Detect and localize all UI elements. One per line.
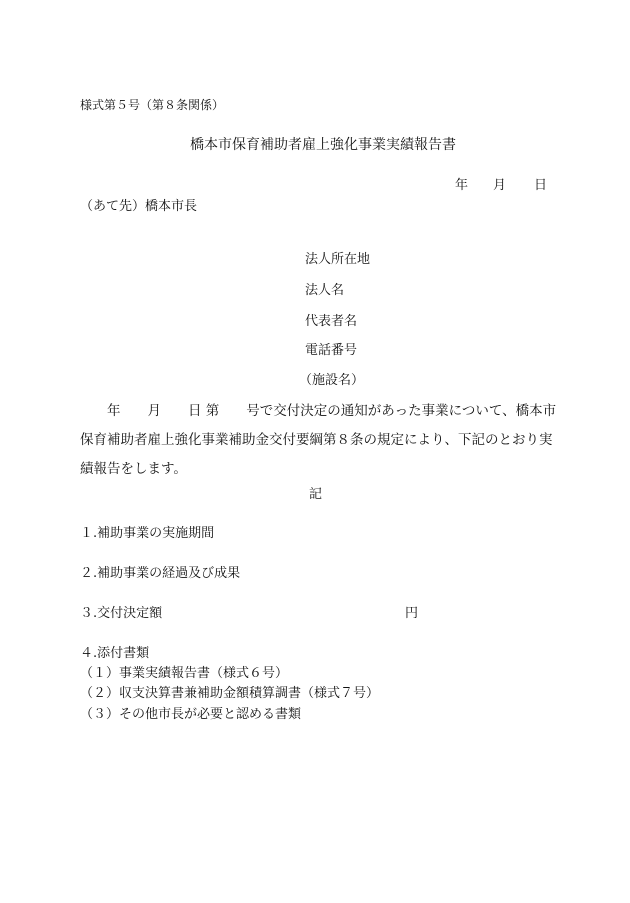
addressee: （あて先）橋本市長: [80, 199, 198, 214]
date-month-label: 月: [493, 178, 507, 193]
item-implementation-period: １.補助事業の実施期間: [80, 526, 215, 541]
body-paragraph-line-1: 年 月 日 第 号で交付決定の通知があった事業について、橋本市: [80, 403, 557, 419]
attachment-item: （１）事業実績報告書（様式６号）: [80, 666, 289, 681]
body-paragraph-line-2: 保育補助者雇上強化事業補助金交付要綱第８条の規定により、下記のとおり実: [80, 432, 553, 448]
ki-heading: 記: [309, 487, 323, 502]
document-title: 橋本市保育補助者雇上強化事業実績報告書: [190, 137, 456, 153]
attachment-item: （３）その他市長が必要と認める書類: [80, 707, 302, 722]
item-progress-results: ２.補助事業の経過及び成果: [80, 566, 241, 581]
applicant-address-label: 法人所在地: [305, 252, 371, 267]
date-day-label: 日: [534, 178, 548, 193]
item-attachments: ４.添付書類: [80, 646, 150, 661]
attachment-item: （２）収支決算書兼補助金額積算調書（様式７号）: [80, 686, 380, 701]
representative-label: 代表者名: [305, 314, 358, 329]
body-paragraph-line-3: 績報告をします。: [80, 461, 187, 477]
grant-amount-unit: 円: [405, 606, 419, 621]
item-grant-amount: ３.交付決定額: [80, 606, 163, 621]
date-year-label: 年: [455, 178, 469, 193]
applicant-name-label: 法人名: [305, 283, 345, 298]
form-number: 様式第５号（第８条関係）: [80, 98, 225, 112]
facility-label: （施設名）: [299, 373, 365, 388]
phone-label: 電話番号: [305, 343, 358, 358]
